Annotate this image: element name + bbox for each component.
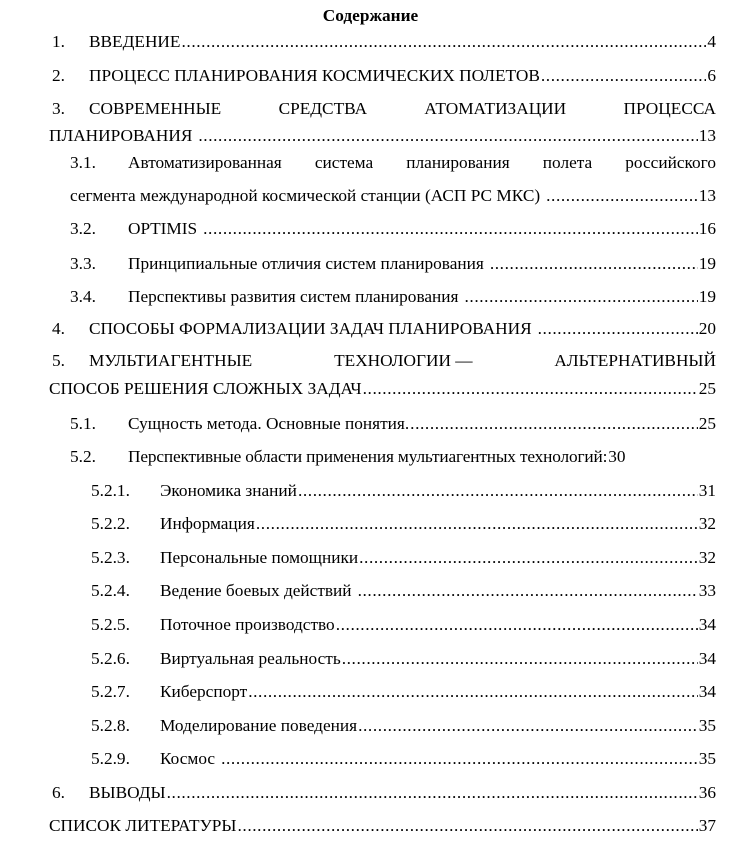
- page-number: 34: [698, 682, 716, 701]
- entry-number: 5.2.3.: [91, 548, 130, 567]
- entry-number: 5.2.7.: [91, 682, 130, 701]
- entry-number: 1.: [52, 32, 65, 51]
- toc-entry-3-cont[interactable]: [49, 124, 716, 148]
- page-number: 25: [698, 379, 716, 398]
- entry-number: 5.2.: [70, 447, 96, 466]
- page-number: 37: [698, 816, 716, 835]
- toc-entry-5-cont[interactable]: [49, 377, 716, 401]
- entry-text: ПЛАНИРОВАНИЯ: [49, 126, 193, 145]
- toc-entry-5-2-5[interactable]: [49, 613, 716, 637]
- toc-entry-3-1-cont[interactable]: [49, 184, 716, 208]
- entry-number: 5.2.8.: [91, 716, 130, 735]
- toc-entry-5-2-8[interactable]: [49, 714, 716, 738]
- entry-word: СОВРЕМЕННЫЕ: [89, 99, 222, 118]
- toc-entry-5-2-1[interactable]: [49, 479, 716, 503]
- toc-entry-5-2-6[interactable]: [49, 647, 716, 671]
- entry-word: ПРОЦЕССА: [623, 99, 716, 118]
- entry-text: Космос: [160, 749, 216, 768]
- toc-entry-5-2-9[interactable]: [49, 747, 716, 771]
- entry-text: Сущность метода. Основные понятия.: [128, 414, 410, 433]
- toc-entry-3[interactable]: [49, 97, 716, 121]
- entry-text: Экономика знаний: [160, 481, 297, 500]
- dot-leader: [465, 285, 698, 309]
- toc-entry-6[interactable]: [49, 781, 716, 805]
- toc-entry-5-1[interactable]: [49, 412, 716, 436]
- page-number: 30: [608, 447, 626, 466]
- page-number: 20: [698, 319, 716, 338]
- entry-word: СРЕДСТВА: [278, 99, 368, 118]
- entry-number: 5.1.: [70, 414, 96, 433]
- entry-word: полета: [542, 153, 593, 172]
- entry-text: Моделирование поведения: [160, 716, 358, 735]
- dot-leader: [541, 64, 707, 88]
- dot-leader: [198, 124, 697, 148]
- dot-leader: [358, 714, 698, 738]
- entry-word: Автоматизированная: [128, 153, 282, 172]
- dot-leader: [342, 647, 698, 671]
- entry-text: ПРОЦЕСС ПЛАНИРОВАНИЯ КОСМИЧЕСКИХ ПОЛЕТОВ: [89, 66, 540, 85]
- dot-leader: [221, 747, 698, 771]
- entry-number: 2.: [52, 66, 65, 85]
- entry-number: 5.2.1.: [91, 481, 130, 500]
- dot-leader: [298, 479, 698, 503]
- entry-word: МУЛЬТИАГЕНТНЫЕ: [89, 351, 253, 370]
- entry-number: 6.: [52, 783, 65, 802]
- dot-leader: [203, 217, 698, 241]
- entry-number: 3.4.: [70, 287, 96, 306]
- dot-leader: [336, 613, 698, 637]
- page-number: 13: [698, 186, 716, 205]
- entry-text: СПОСОБЫ ФОРМАЛИЗАЦИИ ЗАДАЧ ПЛАНИРОВАНИЯ: [89, 319, 532, 338]
- dot-leader: [538, 317, 698, 341]
- entry-number: 5.: [52, 351, 65, 370]
- entry-number: 3.: [52, 99, 65, 118]
- page-number: 32: [698, 548, 716, 567]
- entry-word: российского: [625, 153, 716, 172]
- entry-text: СПОСОБ РЕШЕНИЯ СЛОЖНЫХ ЗАДАЧ: [49, 379, 362, 398]
- page-number: 13: [698, 126, 716, 145]
- entry-text: Киберспорт: [160, 682, 248, 701]
- entry-number: 3.3.: [70, 254, 96, 273]
- page-number: 31: [698, 481, 716, 500]
- dot-leader: [167, 781, 698, 805]
- entry-word: планирования: [406, 153, 510, 172]
- dot-leader: [358, 579, 698, 603]
- entry-number: 5.2.4.: [91, 581, 130, 600]
- entry-text: ВЫВОДЫ: [89, 783, 166, 802]
- toc-entry-5-2-7[interactable]: [49, 680, 716, 704]
- page-number: 36: [698, 783, 716, 802]
- dot-leader: [490, 252, 698, 276]
- dot-leader: [238, 814, 698, 838]
- toc-entry-3-4[interactable]: [49, 285, 716, 309]
- toc-entry-1[interactable]: [49, 30, 716, 54]
- dot-leader: [410, 412, 698, 436]
- entry-text: СПИСОК ЛИТЕРАТУРЫ: [49, 816, 237, 835]
- page-number: 35: [698, 749, 716, 768]
- entry-number: 5.2.6.: [91, 649, 130, 668]
- page-number: 19: [698, 254, 716, 273]
- entry-word: ТЕХНОЛОГИИ —: [334, 351, 473, 370]
- entry-text: Перспективы развития систем планирования: [128, 287, 459, 306]
- page-number: 16: [698, 219, 716, 238]
- entry-text: Ведение боевых действий: [160, 581, 352, 600]
- page-number: 34: [698, 615, 716, 634]
- entry-number: 4.: [52, 319, 65, 338]
- entry-text: Принципиальные отличия систем планирования: [128, 254, 484, 273]
- toc-title: Содержание: [322, 6, 419, 25]
- page-number: 25: [698, 414, 716, 433]
- toc-entry-references[interactable]: [49, 814, 716, 838]
- toc-entry-4[interactable]: [49, 317, 716, 341]
- page-number: 33: [698, 581, 716, 600]
- toc-entry-5[interactable]: [49, 349, 716, 373]
- entry-number: 3.2.: [70, 219, 96, 238]
- entry-text: сегмента международной космической станции (АСП РС МКС): [70, 186, 541, 205]
- entry-text: OPTIMIS: [128, 219, 198, 238]
- entry-text: Виртуальная реальность: [160, 649, 341, 668]
- toc-entry-5-2-4[interactable]: [49, 579, 716, 603]
- toc-entry-3-1[interactable]: [49, 151, 716, 175]
- entry-text: Информация: [160, 514, 255, 533]
- page-number: 19: [698, 287, 716, 306]
- entry-text: ВВЕДЕНИЕ: [89, 32, 181, 51]
- page-number: 4: [707, 32, 716, 51]
- entry-number: 5.2.9.: [91, 749, 130, 768]
- dot-leader: [546, 184, 698, 208]
- entry-word: АТОМАТИЗАЦИИ: [424, 99, 567, 118]
- entry-text: Перспективные области применения мультиагентных технологий:: [128, 447, 608, 466]
- dot-leader: [363, 377, 698, 401]
- page-number: 34: [698, 649, 716, 668]
- entry-text: Поточное производство: [160, 615, 335, 634]
- entry-word: АЛЬТЕРНАТИВНЫЙ: [554, 351, 716, 370]
- toc-entry-3-3[interactable]: [49, 252, 716, 276]
- dot-leader: [181, 30, 706, 54]
- entry-number: 5.2.5.: [91, 615, 130, 634]
- dot-leader: [359, 546, 698, 570]
- toc-entry-2[interactable]: [49, 64, 716, 88]
- page-number: 6: [707, 66, 716, 85]
- page-number: 35: [698, 716, 716, 735]
- toc-entry-5-2-3[interactable]: [49, 546, 716, 570]
- entry-word: система: [314, 153, 374, 172]
- toc-entry-5-2-2[interactable]: [49, 512, 716, 536]
- toc-entry-5-2[interactable]: [49, 445, 716, 469]
- dot-leader: [248, 680, 698, 704]
- entry-number: 3.1.: [70, 153, 96, 172]
- page-number: 32: [698, 514, 716, 533]
- dot-leader: [256, 512, 698, 536]
- toc-entry-3-2[interactable]: [49, 217, 716, 241]
- entry-number: 5.2.2.: [91, 514, 130, 533]
- entry-text: Персональные помощники: [160, 548, 359, 567]
